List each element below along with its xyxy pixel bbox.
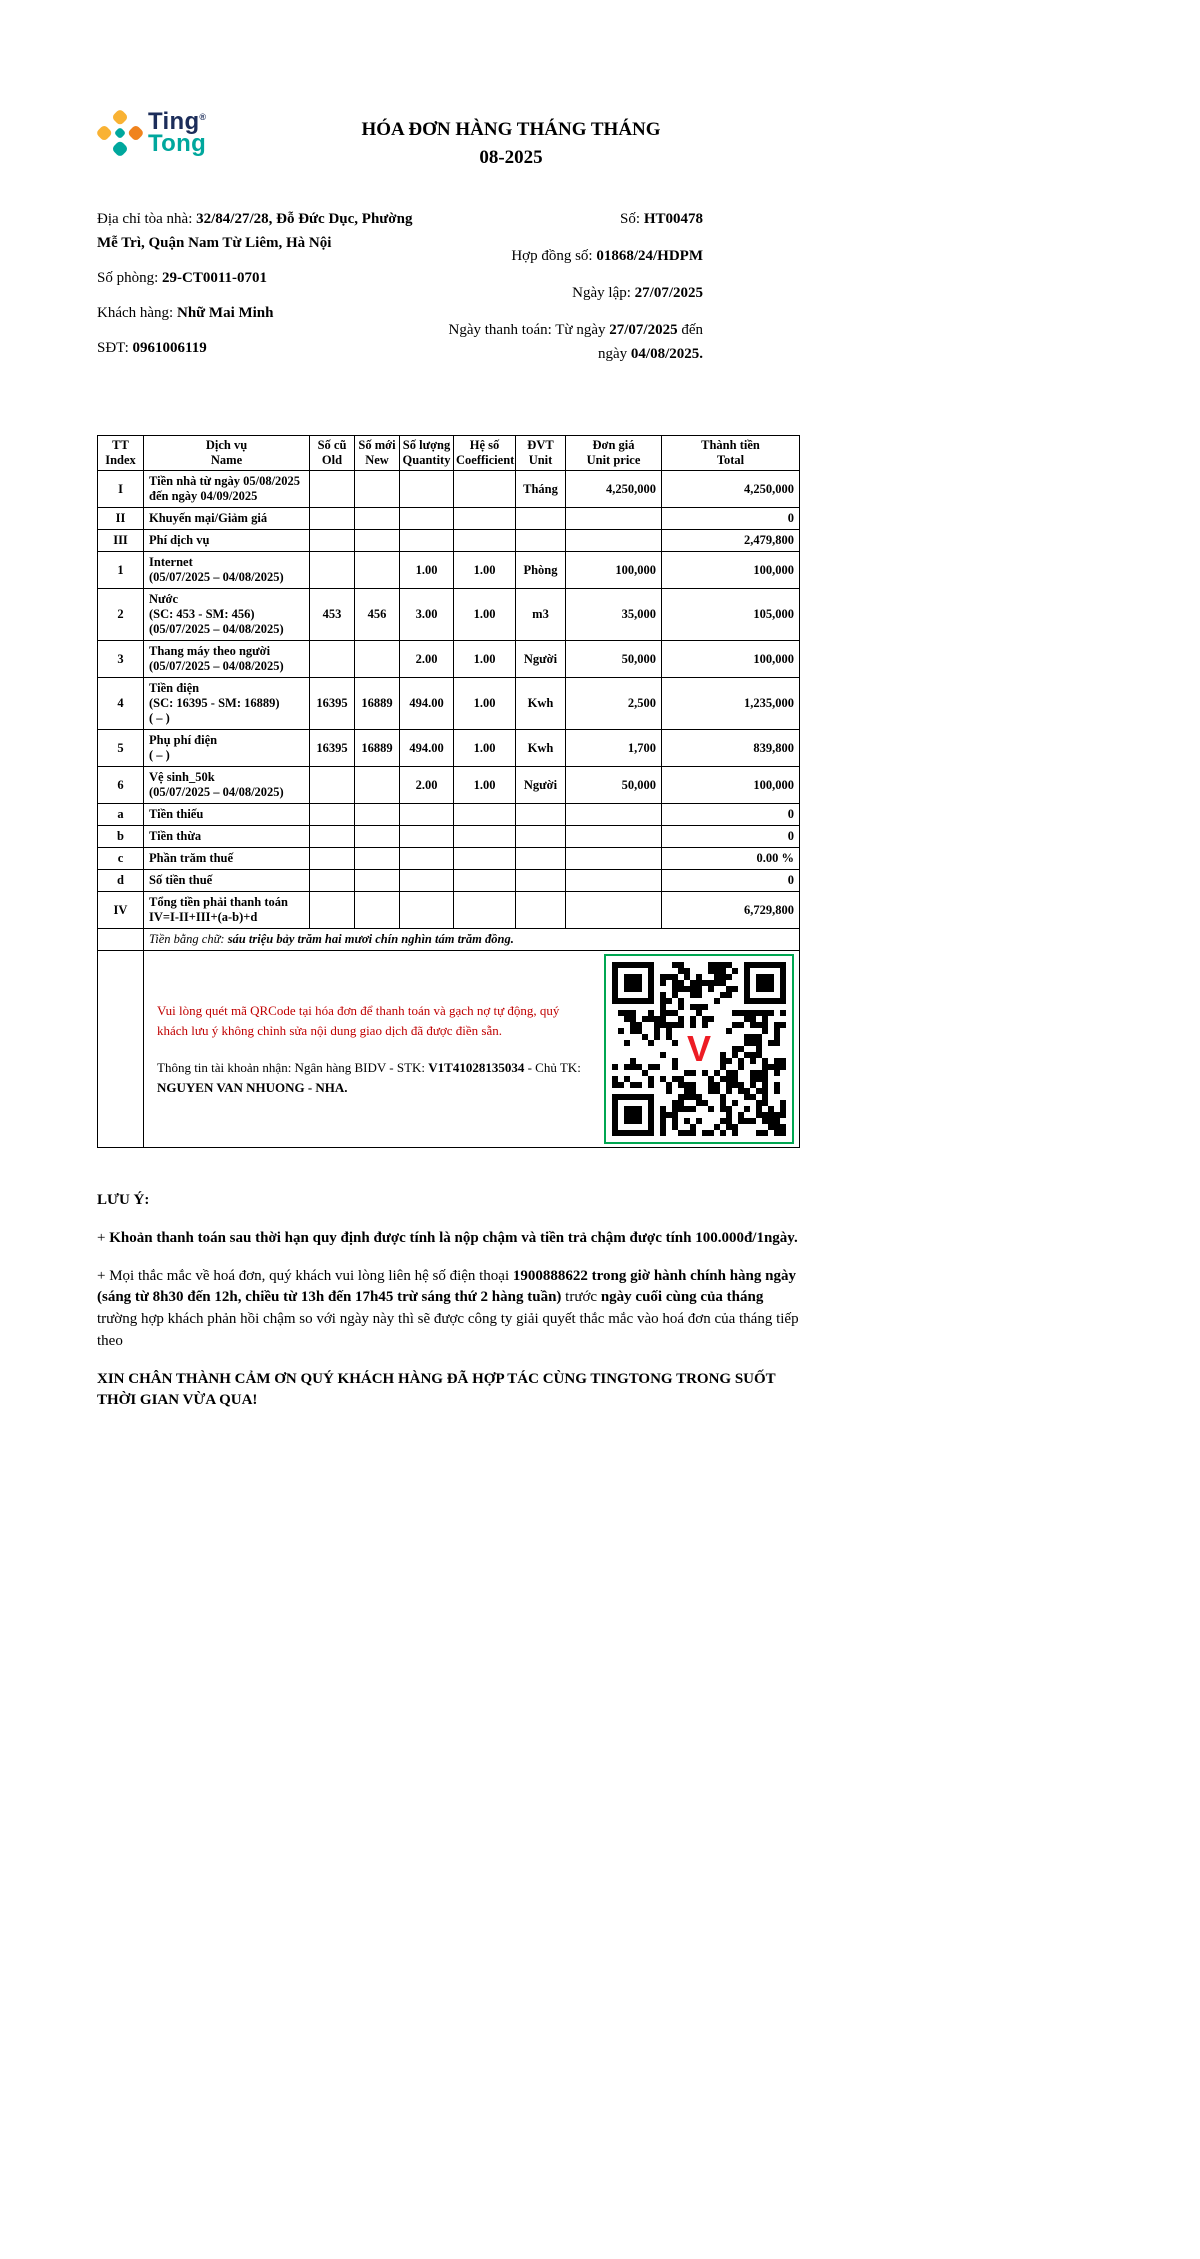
total-cell: 6,729,800 — [662, 892, 800, 929]
old-cell: 16395 — [310, 730, 355, 767]
name-cell: Phụ phí điện ( – ) — [144, 730, 310, 767]
index-cell: 6 — [98, 767, 144, 804]
unit-cell: Phòng — [516, 552, 566, 589]
coef-cell — [454, 804, 516, 826]
unit-cell — [516, 870, 566, 892]
price-cell — [566, 892, 662, 929]
invoice-table-head-row — [98, 436, 800, 471]
index-cell: II — [98, 508, 144, 530]
spacer-cell — [98, 929, 144, 951]
price-cell — [566, 508, 662, 530]
service-row-5 — [98, 730, 800, 767]
name-cell: Vệ sinh_50k (05/07/2025 – 04/08/2025) — [144, 767, 310, 804]
old-cell — [310, 826, 355, 848]
new-cell — [355, 848, 400, 870]
new-cell: 456 — [355, 589, 400, 641]
old-cell: 453 — [310, 589, 355, 641]
qty-cell — [400, 530, 454, 552]
coef-cell — [454, 826, 516, 848]
old-cell — [310, 892, 355, 929]
service-row-I — [98, 471, 800, 508]
coef-cell — [454, 848, 516, 870]
coef-cell — [454, 870, 516, 892]
total-cell: 0 — [662, 870, 800, 892]
payment-period: Ngày thanh toán: Từ ngày 27/07/2025 đến ngày 04/08/2025. — [448, 322, 703, 363]
qty-cell: 1.00 — [400, 552, 454, 589]
new-cell: 16889 — [355, 678, 400, 730]
coef-cell: 1.00 — [454, 641, 516, 678]
svg-text:V: V — [686, 1028, 712, 1070]
tingtong-wordmark — [148, 107, 207, 157]
invoice-table-footer — [98, 929, 800, 1148]
new-cell — [355, 530, 400, 552]
qr-payment-note: Vui lòng quét mã QRCode tại hóa đơn để thanh toán và gạch nợ tự động, quý khách lưu ý không chỉnh sửa nội dung giao dịch đã được điền sẵn. — [157, 1003, 560, 1038]
index-cell: a — [98, 804, 144, 826]
index-cell: 1 — [98, 552, 144, 589]
unit-cell: Tháng — [516, 471, 566, 508]
invoice-table — [97, 435, 800, 1148]
old-cell — [310, 508, 355, 530]
old-cell — [310, 767, 355, 804]
name-cell: Tổng tiền phải thanh toán IV=I-II+III+(a-b)+d — [144, 892, 310, 929]
amount-in-words-value: sáu triệu bảy trăm hai mươi chín nghìn tám trăm đồng. — [227, 932, 514, 947]
index-cell: I — [98, 471, 144, 508]
service-row-c — [98, 848, 800, 870]
index-cell: b — [98, 826, 144, 848]
qty-cell — [400, 804, 454, 826]
amount-in-words-row — [98, 929, 800, 951]
column-header-total: Thành tiền Total — [662, 436, 800, 471]
column-header-price: Đơn giá Unit price — [566, 436, 662, 471]
unit-cell — [516, 826, 566, 848]
new-cell — [355, 471, 400, 508]
total-cell: 105,000 — [662, 589, 800, 641]
hotline-note: + Mọi thắc mắc về hoá đơn, quý khách vui lòng liên hệ số điện thoại 1900888622 trong giờ hành chính hàng ngày (sáng từ 8h30 đến 12h, chiều từ 13h đến 17h45 trừ sáng thứ 2 hàng tuần) trước ngày cuối cùng của tháng trường hợp khách phản hồi chậm so với ngày này thì sẽ được công ty giải quyết thắc mắc vào hoá đơn của tháng tiếp theo — [97, 1267, 799, 1349]
coef-cell: 1.00 — [454, 678, 516, 730]
column-header-new: Số mới New — [355, 436, 400, 471]
name-cell: Nước (SC: 453 - SM: 456) (05/07/2025 – 04/08/2025) — [144, 589, 310, 641]
name-cell: Tiền nhà từ ngày 05/08/2025 đến ngày 04/09/2025 — [144, 471, 310, 508]
index-cell: 4 — [98, 678, 144, 730]
service-row-2 — [98, 589, 800, 641]
old-cell — [310, 471, 355, 508]
invoice-notes — [97, 1190, 800, 1412]
new-cell: 16889 — [355, 730, 400, 767]
amount-in-words-cell — [144, 929, 800, 951]
coef-cell: 1.00 — [454, 767, 516, 804]
qty-cell: 494.00 — [400, 678, 454, 730]
index-cell: III — [98, 530, 144, 552]
unit-cell: Người — [516, 641, 566, 678]
name-cell: Internet (05/07/2025 – 04/08/2025) — [144, 552, 310, 589]
column-header-coef: Hệ số Coefficient — [454, 436, 516, 471]
price-cell: 50,000 — [566, 641, 662, 678]
index-cell: 5 — [98, 730, 144, 767]
total-cell: 0.00 % — [662, 848, 800, 870]
column-header-qty: Số lượng Quantity — [400, 436, 454, 471]
customer-phone: SĐT: 0961006119 — [97, 340, 207, 357]
price-cell: 1,700 — [566, 730, 662, 767]
index-cell: 3 — [98, 641, 144, 678]
name-cell: Số tiền thuế — [144, 870, 310, 892]
qr-section — [149, 954, 794, 1144]
column-header-name: Dịch vụ Name — [144, 436, 310, 471]
index-cell: d — [98, 870, 144, 892]
price-cell: 35,000 — [566, 589, 662, 641]
old-cell — [310, 552, 355, 589]
new-cell — [355, 767, 400, 804]
unit-cell: Kwh — [516, 730, 566, 767]
building-address: Địa chỉ tòa nhà: 32/84/27/28, Đỗ Đức Dục, Phường Mễ Trì, Quận Nam Từ Liêm, Hà Nội — [97, 211, 413, 252]
coef-cell — [454, 471, 516, 508]
service-row-II — [98, 508, 800, 530]
invoice-header — [97, 107, 703, 171]
unit-cell — [516, 530, 566, 552]
service-row-3 — [98, 641, 800, 678]
coef-cell: 1.00 — [454, 589, 516, 641]
service-row-6 — [98, 767, 800, 804]
thank-you-note: XIN CHÂN THÀNH CẢM ƠN QUÝ KHÁCH HÀNG ĐÃ HỢP TÁC CÙNG TINGTONG TRONG SUỐT THỜI GIAN VỪA QUA! — [97, 1370, 776, 1409]
total-cell: 839,800 — [662, 730, 800, 767]
price-cell — [566, 848, 662, 870]
total-cell: 100,000 — [662, 641, 800, 678]
registered-mark: ® — [199, 111, 207, 122]
qty-cell — [400, 471, 454, 508]
unit-cell: Người — [516, 767, 566, 804]
qty-cell — [400, 508, 454, 530]
wordmark-ting: Ting® — [148, 107, 207, 135]
receiving-account-info: Thông tin tài khoản nhận: Ngân hàng BIDV - STK: V1T41028135034 - Chủ TK: NGUYEN VAN NHUONG - NHA. — [157, 1060, 581, 1095]
invoice-info — [97, 207, 703, 379]
invoice-meta — [430, 207, 703, 379]
name-cell: Thang máy theo người (05/07/2025 – 04/08/2025) — [144, 641, 310, 678]
total-cell: 100,000 — [662, 552, 800, 589]
invoice-content — [0, 0, 799, 1412]
qr-code-image — [612, 962, 786, 1136]
name-cell: Phần trăm thuế — [144, 848, 310, 870]
price-cell: 2,500 — [566, 678, 662, 730]
new-cell — [355, 892, 400, 929]
name-cell: Khuyến mại/Giảm giá — [144, 508, 310, 530]
price-cell — [566, 826, 662, 848]
unit-cell: m3 — [516, 589, 566, 641]
new-cell — [355, 826, 400, 848]
price-cell — [566, 870, 662, 892]
coef-cell — [454, 892, 516, 929]
notes-heading: LƯU Ý: — [97, 1192, 150, 1209]
qty-cell: 3.00 — [400, 589, 454, 641]
old-cell — [310, 641, 355, 678]
total-cell: 0 — [662, 508, 800, 530]
qr-section-cell — [144, 951, 800, 1148]
invoice-title: HÓA ĐƠN HÀNG THÁNG THÁNG 08-2025 — [361, 119, 661, 168]
customer-name: Khách hàng: Nhữ Mai Minh — [97, 305, 274, 322]
service-row-IV — [98, 892, 800, 929]
qty-cell — [400, 870, 454, 892]
qty-cell: 2.00 — [400, 767, 454, 804]
index-cell: c — [98, 848, 144, 870]
total-cell: 2,479,800 — [662, 530, 800, 552]
unit-cell — [516, 804, 566, 826]
total-cell: 100,000 — [662, 767, 800, 804]
total-cell: 0 — [662, 826, 800, 848]
amount-in-words-label: Tiền bằng chữ: — [149, 932, 228, 947]
spacer-cell — [98, 951, 144, 1148]
coef-cell: 1.00 — [454, 730, 516, 767]
service-row-III — [98, 530, 800, 552]
tingtong-flower-icon — [97, 110, 143, 156]
index-cell: 2 — [98, 589, 144, 641]
contract-number: Hợp đồng số: 01868/24/HDPM — [511, 248, 703, 265]
new-cell — [355, 804, 400, 826]
qty-cell — [400, 826, 454, 848]
unit-cell — [516, 848, 566, 870]
new-cell — [355, 641, 400, 678]
column-header-old: Số cũ Old — [310, 436, 355, 471]
invoice-number: Số: HT00478 — [620, 211, 703, 228]
room-number: Số phòng: 29-CT0011-0701 — [97, 270, 268, 287]
qty-cell: 494.00 — [400, 730, 454, 767]
coef-cell — [454, 530, 516, 552]
coef-cell: 1.00 — [454, 552, 516, 589]
service-row-a — [98, 804, 800, 826]
old-cell: 16395 — [310, 678, 355, 730]
service-row-1 — [98, 552, 800, 589]
new-cell — [355, 552, 400, 589]
name-cell: Tiền thiếu — [144, 804, 310, 826]
invoice-table-head — [98, 436, 800, 471]
total-cell: 0 — [662, 804, 800, 826]
index-cell: IV — [98, 892, 144, 929]
qr-row — [98, 951, 800, 1148]
total-cell: 4,250,000 — [662, 471, 800, 508]
name-cell: Tiền điện (SC: 16395 - SM: 16889) ( – ) — [144, 678, 310, 730]
old-cell — [310, 530, 355, 552]
late-payment-note: + Khoản thanh toán sau thời hạn quy định được tính là nộp chậm và tiền trả chậm được tính 100.000đ/1ngày. — [97, 1229, 798, 1246]
service-row-4 — [98, 678, 800, 730]
new-cell — [355, 870, 400, 892]
name-cell: Phí dịch vụ — [144, 530, 310, 552]
old-cell — [310, 804, 355, 826]
unit-cell: Kwh — [516, 678, 566, 730]
price-cell: 4,250,000 — [566, 471, 662, 508]
service-row-b — [98, 826, 800, 848]
column-header-unit: ĐVT Unit — [516, 436, 566, 471]
price-cell: 100,000 — [566, 552, 662, 589]
invoice-table-body — [98, 471, 800, 929]
qr-texts — [149, 1001, 586, 1097]
qty-cell — [400, 848, 454, 870]
new-cell — [355, 508, 400, 530]
customer-info — [97, 207, 430, 379]
qr-code — [604, 954, 794, 1144]
issue-date: Ngày lập: 27/07/2025 — [572, 285, 703, 302]
old-cell — [310, 870, 355, 892]
price-cell: 50,000 — [566, 767, 662, 804]
service-row-d — [98, 870, 800, 892]
name-cell: Tiền thừa — [144, 826, 310, 848]
old-cell — [310, 848, 355, 870]
qty-cell — [400, 892, 454, 929]
qty-cell: 2.00 — [400, 641, 454, 678]
price-cell — [566, 530, 662, 552]
wordmark-tong: Tong — [148, 130, 207, 157]
column-header-index: TT Index — [98, 436, 144, 471]
unit-cell — [516, 892, 566, 929]
unit-cell — [516, 508, 566, 530]
price-cell — [566, 804, 662, 826]
coef-cell — [454, 508, 516, 530]
tingtong-logo — [97, 107, 207, 157]
total-cell: 1,235,000 — [662, 678, 800, 730]
